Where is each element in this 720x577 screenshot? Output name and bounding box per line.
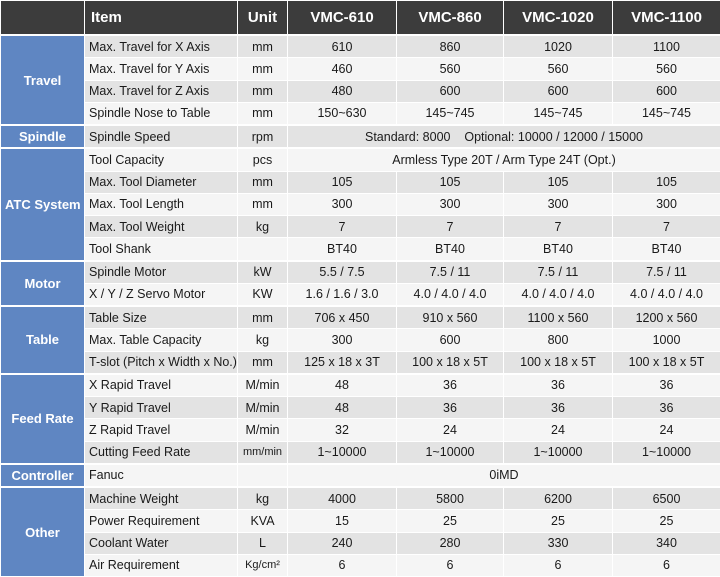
table-row [1, 125, 720, 148]
value-cell: 100 x 18 x 5T [504, 351, 613, 374]
value-cell: 48 [288, 374, 397, 397]
value-cell: 560 [397, 58, 504, 80]
item-label: Cutting Feed Rate [85, 441, 238, 464]
value-cell: 36 [504, 397, 613, 419]
table-row [1, 487, 720, 510]
item-label: Max. Table Capacity [85, 329, 238, 351]
unit-cell: M/min [238, 374, 288, 397]
value-cell: 240 [288, 532, 397, 554]
header-item: Item [85, 1, 238, 36]
value-cell: 6 [288, 554, 397, 576]
item-label: Table Size [85, 306, 238, 329]
category-label: Other [1, 487, 85, 577]
category-label: Motor [1, 261, 85, 307]
table-row [1, 397, 720, 419]
table-row [1, 419, 720, 441]
value-cell: 36 [397, 374, 504, 397]
value-cell: 300 [504, 193, 613, 215]
value-cell: 600 [397, 80, 504, 102]
table-row [1, 306, 720, 329]
unit-cell: mm [238, 171, 288, 193]
header-model: VMC-860 [397, 1, 504, 36]
value-cell: 6500 [613, 487, 720, 510]
table-row [1, 510, 720, 532]
table-row [1, 171, 720, 193]
value-cell: 6 [504, 554, 613, 576]
item-label: Max. Tool Length [85, 193, 238, 215]
value-cell: 105 [288, 171, 397, 193]
value-cell: 7 [613, 216, 720, 238]
value-cell: 600 [613, 80, 720, 102]
item-label: Air Requirement [85, 554, 238, 576]
value-cell: 36 [504, 374, 613, 397]
value-cell: 1100 x 560 [504, 306, 613, 329]
value-cell: 860 [397, 35, 504, 58]
value-cell: 25 [613, 510, 720, 532]
value-cell: 1~10000 [288, 441, 397, 464]
value-cell: 1~10000 [613, 441, 720, 464]
value-cell: 5800 [397, 487, 504, 510]
category-label: Spindle [1, 125, 85, 148]
table-row [1, 441, 720, 464]
item-label: Power Requirement [85, 510, 238, 532]
value-cell: 7 [504, 216, 613, 238]
value-cell: BT40 [288, 238, 397, 261]
value-cell: BT40 [504, 238, 613, 261]
value-cell: 36 [613, 397, 720, 419]
unit-cell: mm [238, 35, 288, 58]
unit-cell: kg [238, 487, 288, 510]
value-cell: BT40 [397, 238, 504, 261]
value-cell: 1.6 / 1.6 / 3.0 [288, 283, 397, 306]
item-label: Z Rapid Travel [85, 419, 238, 441]
unit-cell: Kg/cm² [238, 554, 288, 576]
item-label: Max. Tool Weight [85, 216, 238, 238]
category-label: Controller [1, 464, 85, 487]
value-cell: 1000 [613, 329, 720, 351]
unit-cell: mm [238, 351, 288, 374]
unit-cell: KVA [238, 510, 288, 532]
value-cell: 100 x 18 x 5T [397, 351, 504, 374]
item-label: Y Rapid Travel [85, 397, 238, 419]
item-label: Tool Shank [85, 238, 238, 261]
value-cell: 300 [397, 193, 504, 215]
value-cell: 800 [504, 329, 613, 351]
unit-cell: rpm [238, 125, 288, 148]
table-row [1, 283, 720, 306]
value-cell: 6 [397, 554, 504, 576]
value-cell: 1200 x 560 [613, 306, 720, 329]
value-cell: 145~745 [613, 102, 720, 125]
unit-cell: kg [238, 216, 288, 238]
value-cell: 1~10000 [397, 441, 504, 464]
table-row [1, 554, 720, 576]
value-cell: 7.5 / 11 [613, 261, 720, 284]
unit-cell: kW [238, 261, 288, 284]
value-cell: 300 [613, 193, 720, 215]
table-row [1, 148, 720, 171]
table-row [1, 329, 720, 351]
value-cell: 25 [504, 510, 613, 532]
value-span-cell: Standard: 8000 Optional: 10000 / 12000 / 15000 [288, 125, 720, 148]
table-row [1, 532, 720, 554]
item-label: Spindle Nose to Table [85, 102, 238, 125]
value-cell: 7 [288, 216, 397, 238]
value-cell: 560 [613, 58, 720, 80]
value-cell: 105 [504, 171, 613, 193]
value-cell: 32 [288, 419, 397, 441]
unit-cell: pcs [238, 148, 288, 171]
item-label: Fanuc [85, 464, 238, 487]
value-cell: 145~745 [504, 102, 613, 125]
item-label: Spindle Motor [85, 261, 238, 284]
value-cell: 6200 [504, 487, 613, 510]
item-label: Machine Weight [85, 487, 238, 510]
value-cell: 6 [613, 554, 720, 576]
header-model: VMC-1100 [613, 1, 720, 36]
value-span-cell: Armless Type 20T / Arm Type 24T (Opt.) [288, 148, 720, 171]
value-cell: 7 [397, 216, 504, 238]
value-cell: 4.0 / 4.0 / 4.0 [613, 283, 720, 306]
value-cell: 15 [288, 510, 397, 532]
table-row [1, 102, 720, 125]
item-label: Max. Travel for X Axis [85, 35, 238, 58]
value-cell: 340 [613, 532, 720, 554]
table-row [1, 80, 720, 102]
unit-cell: mm [238, 80, 288, 102]
value-cell: 105 [397, 171, 504, 193]
value-cell: 600 [504, 80, 613, 102]
category-label: Table [1, 306, 85, 374]
item-label: Tool Capacity [85, 148, 238, 171]
table-row [1, 216, 720, 238]
item-label: T-slot (Pitch x Width x No.) [85, 351, 238, 374]
value-cell: 280 [397, 532, 504, 554]
unit-cell: KW [238, 283, 288, 306]
value-cell: 4000 [288, 487, 397, 510]
value-cell: 24 [613, 419, 720, 441]
header-blank [1, 1, 85, 36]
table-row [1, 464, 720, 487]
header-model: VMC-610 [288, 1, 397, 36]
category-label: ATC System [1, 148, 85, 260]
table-row [1, 58, 720, 80]
unit-cell: mm [238, 193, 288, 215]
value-cell: 105 [613, 171, 720, 193]
value-cell: 1100 [613, 35, 720, 58]
unit-cell: kg [238, 329, 288, 351]
table-row [1, 238, 720, 261]
value-cell: 100 x 18 x 5T [613, 351, 720, 374]
unit-cell: L [238, 532, 288, 554]
item-label: Max. Tool Diameter [85, 171, 238, 193]
table-row [1, 374, 720, 397]
value-cell: 25 [397, 510, 504, 532]
value-cell: 1020 [504, 35, 613, 58]
value-cell: 460 [288, 58, 397, 80]
value-cell: 706 x 450 [288, 306, 397, 329]
item-label: Coolant Water [85, 532, 238, 554]
unit-cell [238, 464, 288, 487]
value-cell: 7.5 / 11 [397, 261, 504, 284]
unit-cell: mm [238, 102, 288, 125]
value-cell: BT40 [613, 238, 720, 261]
table-row [1, 261, 720, 284]
value-cell: 300 [288, 193, 397, 215]
category-label: Travel [1, 35, 85, 125]
value-cell: 600 [397, 329, 504, 351]
unit-cell [238, 238, 288, 261]
table-row [1, 351, 720, 374]
value-cell: 36 [397, 397, 504, 419]
value-cell: 4.0 / 4.0 / 4.0 [397, 283, 504, 306]
value-cell: 36 [613, 374, 720, 397]
unit-cell: M/min [238, 419, 288, 441]
value-cell: 5.5 / 7.5 [288, 261, 397, 284]
item-label: Max. Travel for Y Axis [85, 58, 238, 80]
value-cell: 24 [397, 419, 504, 441]
value-cell: 300 [288, 329, 397, 351]
value-cell: 48 [288, 397, 397, 419]
unit-cell: mm/min [238, 441, 288, 464]
item-label: Max. Travel for Z Axis [85, 80, 238, 102]
value-cell: 1~10000 [504, 441, 613, 464]
item-label: X Rapid Travel [85, 374, 238, 397]
table-row [1, 193, 720, 215]
value-cell: 7.5 / 11 [504, 261, 613, 284]
unit-cell: mm [238, 58, 288, 80]
value-cell: 4.0 / 4.0 / 4.0 [504, 283, 613, 306]
value-cell: 910 x 560 [397, 306, 504, 329]
value-span-cell: 0iMD [288, 464, 720, 487]
table-row [1, 35, 720, 58]
value-cell: 610 [288, 35, 397, 58]
header-unit: Unit [238, 1, 288, 36]
value-cell: 125 x 18 x 3T [288, 351, 397, 374]
value-cell: 145~745 [397, 102, 504, 125]
item-label: Spindle Speed [85, 125, 238, 148]
item-label: X / Y / Z Servo Motor [85, 283, 238, 306]
unit-cell: M/min [238, 397, 288, 419]
value-cell: 150~630 [288, 102, 397, 125]
value-cell: 330 [504, 532, 613, 554]
value-cell: 24 [504, 419, 613, 441]
category-label: Feed Rate [1, 374, 85, 464]
value-cell: 480 [288, 80, 397, 102]
unit-cell: mm [238, 306, 288, 329]
header-model: VMC-1020 [504, 1, 613, 36]
spec-body [1, 35, 720, 577]
header-row [1, 1, 720, 36]
value-cell: 560 [504, 58, 613, 80]
